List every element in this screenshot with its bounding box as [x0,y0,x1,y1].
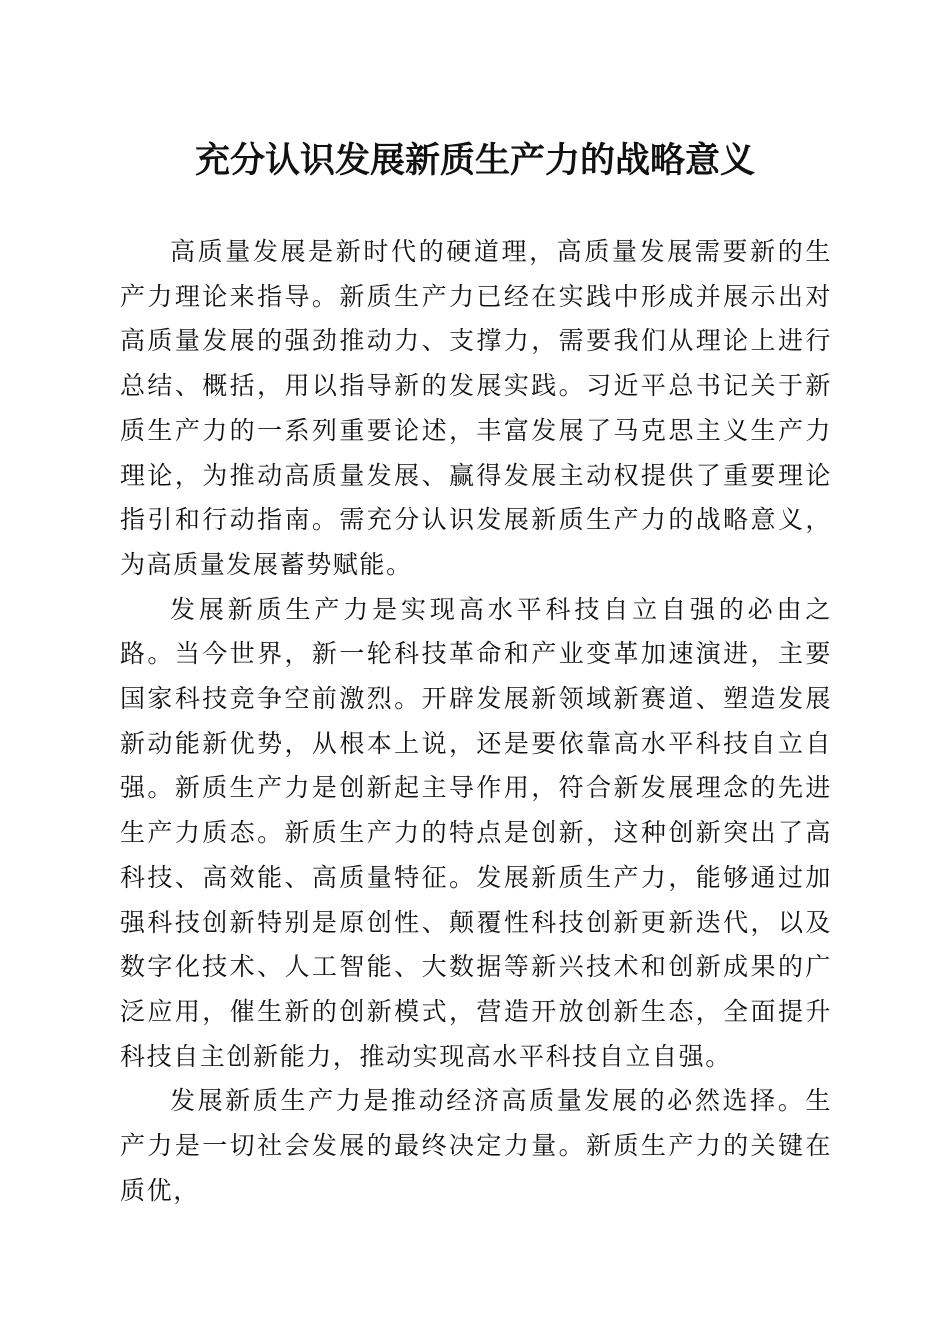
document-body [120,230,832,1213]
paragraph: 发展新质生产力是实现高水平科技自立自强的必由之路。当今世界，新一轮科技革命和产业变革加速演进，主要国家科技竞争空前激烈。开辟发展新领域新赛道、塑造发展新动能新优势，从根本上说，还是要依靠高水平科技自立自强。新质生产力是创新起主导作用，符合新发展理念的先进生产力质态。新质生产力的特点是创新，这种创新突出了高科技、高效能、高质量特征。发展新质生产力，能够通过加强科技创新特别是原创性、颠覆性科技创新更新迭代，以及数字化技术、人工智能、大数据等新兴技术和创新成果的广泛应用，催生新的创新模式，营造开放创新生态，全面提升科技自主创新能力，推动实现高水平科技自立自强。 [120,594,832,1071]
paragraph: 发展新质生产力是推动经济高质量发展的必然选择。生产力是一切社会发展的最终决定力量。新质生产力的关键在质优， [120,1086,832,1205]
paragraph: 高质量发展是新时代的硬道理，高质量发展需要新的生产力理论来指导。新质生产力已经在实践中形成并展示出对高质量发展的强劲推动力、支撑力，需要我们从理论上进行总结、概括，用以指导新的发展实践。习近平总书记关于新质生产力的一系列重要论述，丰富发展了马克思主义生产力理论，为推动高质量发展、赢得发展主动权提供了重要理论指引和行动指南。需充分认识发展新质生产力的战略意义，为高质量发展蓄势赋能。 [120,237,832,579]
document-title: 充分认识发展新质生产力的战略意义 [194,140,755,181]
